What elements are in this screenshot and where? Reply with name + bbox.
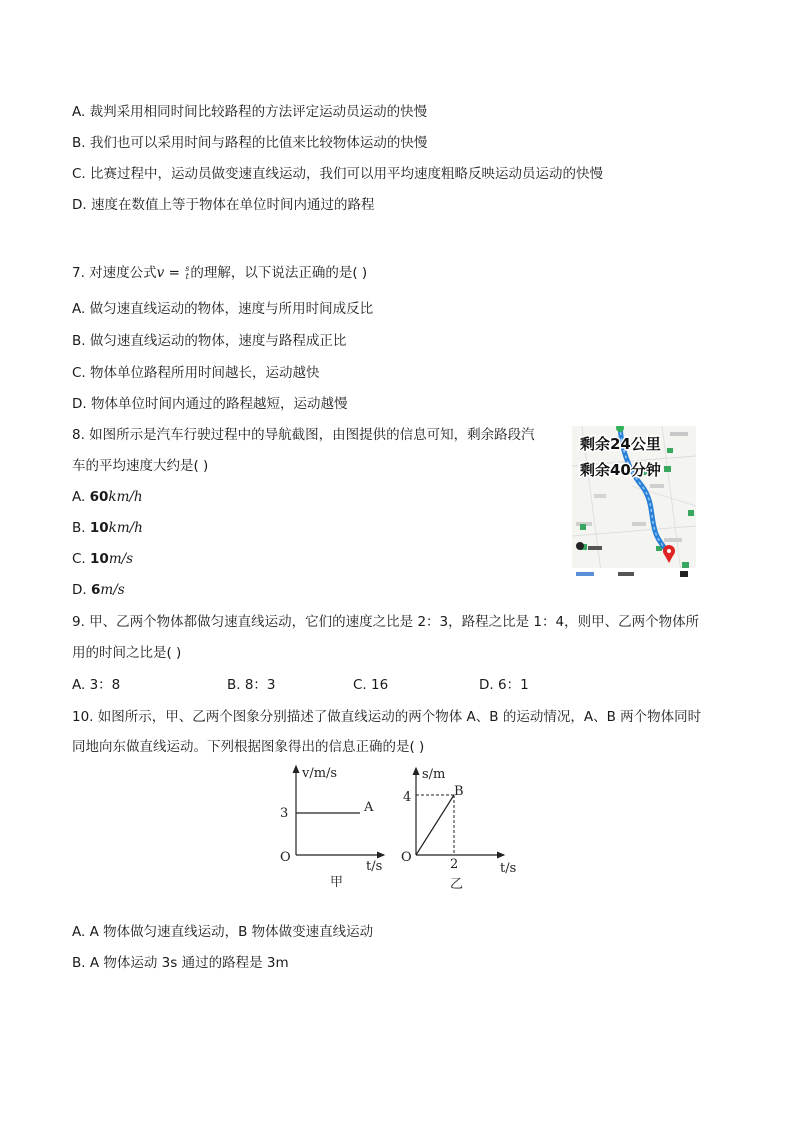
q8-stem-line2: 车的平均速度大约是( ) — [72, 458, 209, 474]
q6-option-d: D. 速度在数值上等于物体在单位时间内通过的路程 — [72, 197, 375, 213]
q7-denominator: t — [185, 272, 189, 281]
graph-yi-x-axis-label: t/s — [500, 861, 517, 876]
q7-suffix: 的理解，以下说法正确的是( ) — [190, 265, 368, 281]
map-remaining-time: 剩余40分钟 — [580, 461, 661, 479]
graph-jia-x-axis-label: t/s — [366, 859, 383, 874]
q10-option-b: B. A 物体运动 3s 通过的路程是 3m — [72, 955, 289, 971]
graph-yi-x-tick: 2 — [450, 857, 459, 872]
graph-yi-origin: O — [401, 850, 412, 865]
graph-yi-line-b — [416, 795, 454, 855]
q6-option-c: C. 比赛过程中，运动员做变速直线运动，我们可以用平均速度粗略反映运动员运动的快慢 — [72, 166, 604, 182]
q9-option-c: C. 16 — [353, 677, 389, 693]
q9-option-b: B. 8：3 — [227, 677, 276, 693]
q7-option-c: C. 物体单位路程所用时间越长，运动越快 — [72, 365, 320, 381]
q10-stem-line1: 10. 如图所示，甲、乙两个图象分别描述了做直线运动的两个物体 A、B 的运动情况，A、B 两个物体同时 — [72, 709, 702, 725]
graph-yi — [401, 767, 516, 892]
graph-yi-series-label: B — [454, 784, 464, 799]
q9-stem-line1: 9. 甲、乙两个物体都做匀速直线运动，它们的速度之比是 2：3，路程之比是 1：4，则甲、乙两个物体所 — [72, 614, 700, 630]
q7-v: v — [156, 265, 165, 281]
q7-eq: = — [164, 265, 185, 281]
q10-option-a: A. A 物体做匀速直线运动，B 物体做变速直线运动 — [72, 924, 374, 940]
q9-stem-line2: 用的时间之比是( ) — [72, 645, 182, 661]
graph-yi-caption: 乙 — [450, 877, 464, 892]
q8-option-a: A. 60km/h — [72, 489, 143, 505]
graph-jia-y-axis-label: v/m/s — [302, 766, 338, 781]
q6-option-b: B. 我们也可以采用时间与路程的比值来比较物体运动的快慢 — [72, 135, 428, 151]
q8-option-c: C. 10m/s — [72, 551, 134, 567]
q6-option-a: A. 裁判采用相同时间比较路程的方法评定运动员运动的快慢 — [72, 104, 428, 120]
q10-graphs-svg — [268, 758, 528, 898]
graph-jia-y-tick: 3 — [280, 806, 289, 821]
q9-option-a: A. 3：8 — [72, 677, 121, 693]
q7-option-a: A. 做匀速直线运动的物体，速度与所用时间成反比 — [72, 301, 374, 317]
q7-option-b: B. 做匀速直线运动的物体，速度与路程成正比 — [72, 333, 347, 349]
q8-option-b: B. 10km/h — [72, 520, 143, 536]
q7-fraction — [185, 265, 189, 281]
q10-stem-line2: 同地向东做直线运动。下列根据图象得出的信息正确的是( ) — [72, 739, 425, 755]
graph-jia — [280, 766, 384, 890]
graph-jia-series-label: A — [364, 800, 374, 815]
q7-stem — [72, 264, 367, 282]
q9-option-d: D. 6：1 — [479, 677, 529, 693]
map-remaining-distance: 剩余24公里 — [580, 435, 661, 453]
q7-numerator: s — [185, 264, 190, 273]
graph-jia-origin: O — [280, 850, 291, 865]
graph-yi-y-axis-label: s/m — [422, 767, 446, 782]
graph-yi-y-tick: 4 — [403, 790, 412, 805]
q8-stem-line1: 8. 如图所示是汽车行驶过程中的导航截图，由图提供的信息可知，剩余路段汽 — [72, 427, 535, 443]
graph-jia-caption: 甲 — [330, 875, 344, 890]
q8-option-d: D. 6m/s — [72, 582, 125, 598]
navigation-map-image — [572, 426, 696, 580]
navigation-map-svg — [572, 426, 696, 580]
q10-graphs — [268, 758, 528, 898]
q7-option-d: D. 物体单位时间内通过的路程越短，运动越慢 — [72, 396, 348, 412]
q7-prefix: 7. 对速度公式 — [72, 265, 157, 281]
